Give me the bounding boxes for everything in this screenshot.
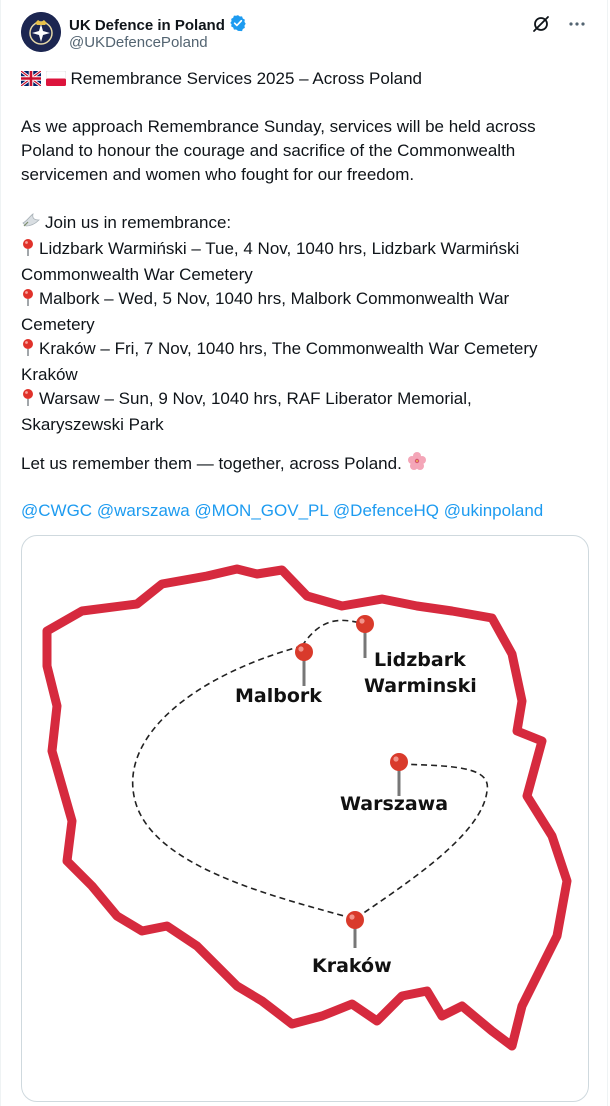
pin-icon <box>21 338 35 363</box>
mention-link[interactable]: @MON_GOV_PL <box>194 501 329 520</box>
dove-icon <box>21 212 41 237</box>
intro-line: servicemen and women who fought for our freedom. <box>21 165 415 184</box>
verified-badge-icon <box>229 14 247 37</box>
mention-link[interactable]: @DefenceHQ <box>332 501 439 520</box>
post-intro <box>21 115 581 187</box>
mention-link[interactable]: @warszawa <box>96 501 190 520</box>
city-label: Lidzbark <box>374 649 466 671</box>
pin-icon <box>21 238 35 263</box>
pin-malbork <box>295 643 313 686</box>
handle[interactable]: @UKDefencePoland <box>69 34 208 51</box>
media-image[interactable] <box>21 535 589 1102</box>
poland-flag-icon <box>46 69 66 93</box>
post-headline: Remembrance Services 2025 – Across Poland <box>70 69 422 88</box>
service-line: Warsaw – Sun, 9 Nov, 1040 hrs, RAF Liberator Memorial, <box>39 389 472 408</box>
service-line: Kraków <box>21 365 78 384</box>
post-headline-row <box>21 67 581 93</box>
city-label: Kraków <box>312 955 392 977</box>
join-line: Join us in remembrance: <box>45 213 232 232</box>
mentions <box>21 499 581 523</box>
pin-lidzbark <box>356 615 374 658</box>
service-line: Cemetery <box>21 315 95 334</box>
pin-krakow <box>346 911 364 948</box>
city-label: Warminski <box>364 675 477 697</box>
pin-icon <box>21 388 35 413</box>
hibiscus-icon <box>407 451 427 478</box>
more-icon[interactable] <box>567 14 587 34</box>
intro-line: Poland to honour the courage and sacrifice of the Commonwealth <box>21 141 516 160</box>
display-name[interactable]: UK Defence in Poland <box>69 17 225 34</box>
mention-link[interactable]: @ukinpoland <box>443 501 544 520</box>
service-line: Lidzbark Warmiński – Tue, 4 Nov, 1040 hrs, Lidzbark Warmiński <box>39 239 520 258</box>
pin-warszawa <box>390 753 408 796</box>
uk-flag-icon <box>21 69 41 93</box>
intro-line: As we approach Remembrance Sunday, services will be held across <box>21 117 536 136</box>
mention-link[interactable]: @CWGC <box>21 501 93 520</box>
post-closing: Let us remember them — together, across Poland. <box>21 454 402 473</box>
post-closing-row <box>21 451 581 478</box>
service-line: Kraków – Fri, 7 Nov, 1040 hrs, The Commonwealth War Cemetery <box>39 339 538 358</box>
pin-icon <box>21 288 35 313</box>
poland-border <box>47 569 567 1046</box>
city-label: Malbork <box>235 685 322 707</box>
grok-icon[interactable] <box>531 14 551 34</box>
top-actions <box>531 14 587 34</box>
city-label: Warszawa <box>340 793 449 815</box>
avatar[interactable] <box>21 12 61 52</box>
service-line: Commonwealth War Cemetery <box>21 265 253 284</box>
service-line: Skaryszewski Park <box>21 415 164 434</box>
service-line: Malbork – Wed, 5 Nov, 1040 hrs, Malbork Commonwealth War <box>39 289 510 308</box>
services-list <box>21 211 581 437</box>
